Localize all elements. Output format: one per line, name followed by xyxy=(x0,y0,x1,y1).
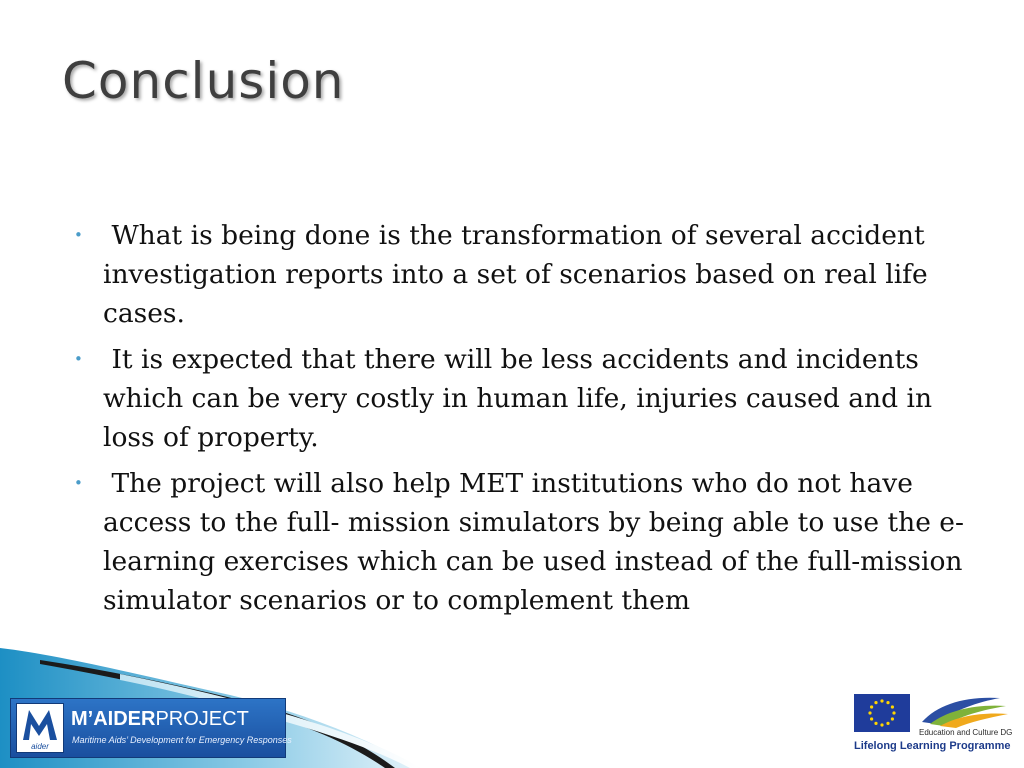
bullet-item xyxy=(74,340,974,457)
bullet-dot-icon: • xyxy=(74,474,83,492)
education-culture-label: Education and Culture DG xyxy=(919,728,1013,737)
bullet-text: It is expected that there will be less accidents and incidents which can be very costly in human life, injuries caused and in loss of property. xyxy=(103,344,941,453)
maider-tagline: Maritime Aids’ Development for Emergency Responses xyxy=(72,735,292,745)
bullet-text: What is being done is the transformation of several accident investigation reports into a set of scenarios based on real life cases. xyxy=(103,220,937,329)
maider-name-bold: M’AIDER xyxy=(71,708,156,730)
maider-project-logo xyxy=(10,698,292,758)
maider-project-name xyxy=(71,708,249,731)
bullet-dot-icon: • xyxy=(74,350,83,368)
maider-logo-icon xyxy=(16,703,64,753)
maider-mark-text: aider xyxy=(31,742,49,751)
bullet-text: The project will also help MET institutions who do not have access to the full- mission simulators by being able to use the e-learning exercises which can be used instead of the full-mission simulator scenarios or to complement them xyxy=(103,468,971,616)
bullet-list xyxy=(74,216,974,627)
slide-title: Conclusion xyxy=(62,52,345,110)
eu-flag-icon xyxy=(854,694,910,732)
maider-name-rest: PROJECT xyxy=(155,708,249,730)
bullet-item xyxy=(74,216,974,333)
education-culture-dg-icon xyxy=(918,688,1012,732)
bullet-dot-icon: • xyxy=(74,226,83,244)
lifelong-learning-label: Lifelong Learning Programme xyxy=(854,740,1011,752)
bullet-item xyxy=(74,464,974,620)
